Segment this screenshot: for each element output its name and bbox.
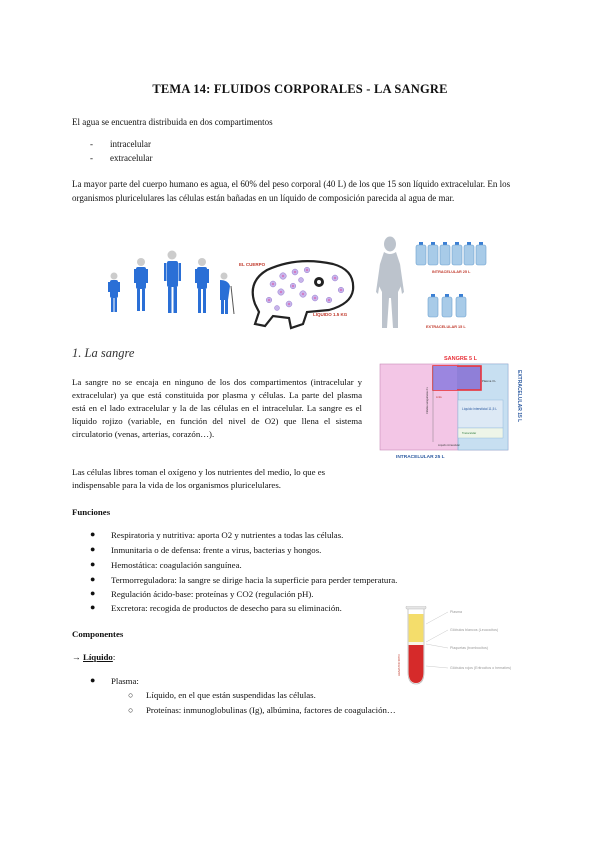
bullet-dot: ● xyxy=(90,559,96,569)
human-figures xyxy=(108,251,234,315)
intro-paragraph: La mayor parte del cuerpo humano es agua, el 60% del peso corporal (40 L) de los que 15 son líquido extracelular. En los organismos pluricelulares las células están bañadas en un líquido de composición parecida al agua de mar. xyxy=(72,179,511,203)
bullet-dot: ● xyxy=(90,574,96,584)
figure-adult-1 xyxy=(164,251,181,314)
page-title: TEMA 14: FLUIDOS CORPORALES - LA SANGRE xyxy=(152,82,448,96)
circle-bullet-icon: ○ xyxy=(128,705,134,715)
diagram-label-celulas: Células sanguíneas 2 L xyxy=(426,386,429,414)
liquido-colon: : xyxy=(112,652,116,662)
figure-child xyxy=(134,258,148,311)
bottles-intracelular xyxy=(416,242,486,265)
bullet-dot: ● xyxy=(90,588,96,598)
tube-label-plasma: Plasma xyxy=(450,610,462,614)
diagram-label-intracelular: INTRACELULAR 25 L xyxy=(396,455,445,460)
plasma-label: Plasma: xyxy=(111,676,139,686)
arrow-icon: → xyxy=(72,652,81,662)
diagram-label-sangre: SANGRE 5 L xyxy=(444,356,478,362)
tube-label-plaquetas: Plaquetas (trombocitos) xyxy=(450,646,488,650)
body-water-illustration xyxy=(100,232,530,337)
frog-illustration xyxy=(239,261,353,328)
dash-marker: - xyxy=(90,139,93,149)
funciones-heading: Funciones xyxy=(72,507,111,517)
funcion-termorreguladora: Termorreguladora: la sangre se dirige hacia la superficie para perder temperatura. xyxy=(111,575,398,585)
tube-label-eritrocitos: Glóbulos rojos (Eritrocitos o hematíes) xyxy=(450,666,512,670)
plasma-proteinas: Proteínas: inmunoglobulinas (Ig), albúmina, factores de coagulación… xyxy=(146,705,396,715)
bullet-dot: ● xyxy=(90,544,96,554)
plasma-liquido: Líquido, en el que están suspendidas las células. xyxy=(146,690,316,700)
section-heading-sangre: 1. La sangre xyxy=(72,346,135,360)
bottles-top-label: INTRACELULAR 25 L xyxy=(432,270,471,274)
funcion-hemostatica: Hemostática: coagulación sanguínea. xyxy=(111,560,242,570)
water-bottles xyxy=(416,242,486,329)
figure-elderly xyxy=(220,273,234,315)
funcion-respiratoria: Respiratoria y nutritiva: aporta O2 y nutrientes a todas las células. xyxy=(111,530,344,540)
bullet-dot: ● xyxy=(90,529,96,539)
diagram-label-transcelular: Transcelular xyxy=(462,432,477,435)
dash-marker: - xyxy=(90,153,93,163)
intro-line: El agua se encuentra distribuida en dos compartimentos xyxy=(72,117,273,127)
funcion-excretora: Excretora: recogida de productos de desecho para su eliminación. xyxy=(111,603,342,613)
funcion-inmunitaria: Inmunitaria o de defensa: frente a virus, bacterias y hongos. xyxy=(111,545,322,555)
diagram-label-linfa: Linfa xyxy=(436,396,442,399)
diagram-label-extracelular: EXTRACELULAR 15 L xyxy=(516,370,522,423)
bottles-extracelular xyxy=(428,294,466,317)
diagram-label-plasma: Plasma 3 L xyxy=(482,379,496,383)
funcion-acido-base: Regulación ácido-base: proteínas y CO2 (regulación pH). xyxy=(111,589,314,599)
figure-adult-2 xyxy=(195,258,209,313)
compartment-diagram xyxy=(378,352,528,464)
figure-baby xyxy=(108,273,120,313)
tube-side-label: HEMATOCRITO xyxy=(397,654,401,676)
woman-silhouette xyxy=(376,237,404,329)
diagram-label-liquido-celular: Líquido intracelular xyxy=(438,444,460,447)
tube-label-leucocitos: Glóbulos blancos (Leucocitos) xyxy=(450,628,499,632)
frog-label-bottom: LÍQUIDO 1.5 KG xyxy=(313,312,348,317)
blood-test-tube xyxy=(396,606,526,688)
bullet-dot: ● xyxy=(90,675,96,685)
diagram-label-intersticial: Líquido intersticial 11,5 L xyxy=(462,407,498,411)
circle-bullet-icon: ○ xyxy=(128,690,134,700)
componentes-heading: Componentes xyxy=(72,629,124,639)
bullet-dot: ● xyxy=(90,602,96,612)
compartment-extracelular: extracelular xyxy=(110,153,153,163)
sangre-paragraph-2: Las células libres toman el oxígeno y los nutrientes del medio, lo que es indispensable para la vida de los organismos pluricelulares. xyxy=(72,467,326,490)
compartment-intracelular: intracelular xyxy=(110,139,151,149)
sangre-paragraph-1: La sangre no se encaja en ninguno de los dos compartimentos (intracelular y extracelular) ya que está constituida por plasma y células. La parte del plasma está en el lado extracelular y la de las células en el intracelular. La sangre es el líquido rojizo (variable, en función del nivel de O2) que llena el sistema circulatorio (venas, arterias, corazón…). xyxy=(72,377,362,439)
liquido-label: Líquido xyxy=(83,652,113,662)
frog-label-top: EL CUERPO xyxy=(239,262,266,267)
bottles-bottom-label: EXTRACELULAR 15 L xyxy=(426,325,466,329)
